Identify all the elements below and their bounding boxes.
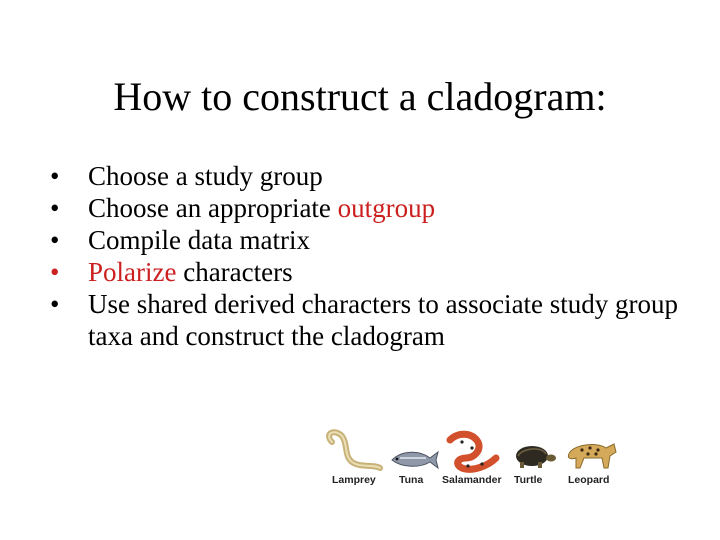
animal-label: Tuna xyxy=(399,474,424,486)
bullet-item xyxy=(50,288,690,352)
bullet-highlight: outgroup xyxy=(337,193,436,223)
bullet-dot: • xyxy=(50,257,60,287)
bullet-text: Compile data matrix xyxy=(88,225,310,255)
animal-label: Leopard xyxy=(568,474,610,486)
animal-label: Turtle xyxy=(514,474,543,486)
bullet-dot: • xyxy=(50,289,60,319)
animal-figure xyxy=(322,428,622,488)
bullet-text: Choose a study group xyxy=(88,161,323,191)
salamander-icon xyxy=(450,434,496,469)
lamprey-icon xyxy=(329,432,380,468)
animal-label: Salamander xyxy=(442,474,502,486)
bullet-text: characters xyxy=(176,257,293,287)
bullet-dot: • xyxy=(50,225,60,255)
turtle-icon xyxy=(516,446,556,468)
animal-label: Lamprey xyxy=(332,474,376,486)
leopard-icon xyxy=(568,444,616,468)
bullet-text: Use shared derived characters to associate study group taxa and construct the cladogram xyxy=(88,289,679,351)
bullet-item xyxy=(50,224,690,256)
bullet-highlight: Polarize xyxy=(88,257,177,287)
animal-illustrations xyxy=(322,428,622,474)
bullet-item xyxy=(50,256,690,288)
bullet-text: Choose an appropriate xyxy=(88,193,338,223)
slide-title: How to construct a cladogram: xyxy=(113,74,607,119)
bullet-item xyxy=(50,192,690,224)
bullet-dot: • xyxy=(50,193,60,223)
tuna-icon xyxy=(392,452,438,468)
bullet-list xyxy=(50,160,690,352)
bullet-dot: • xyxy=(50,161,60,191)
bullet-item xyxy=(50,160,690,192)
